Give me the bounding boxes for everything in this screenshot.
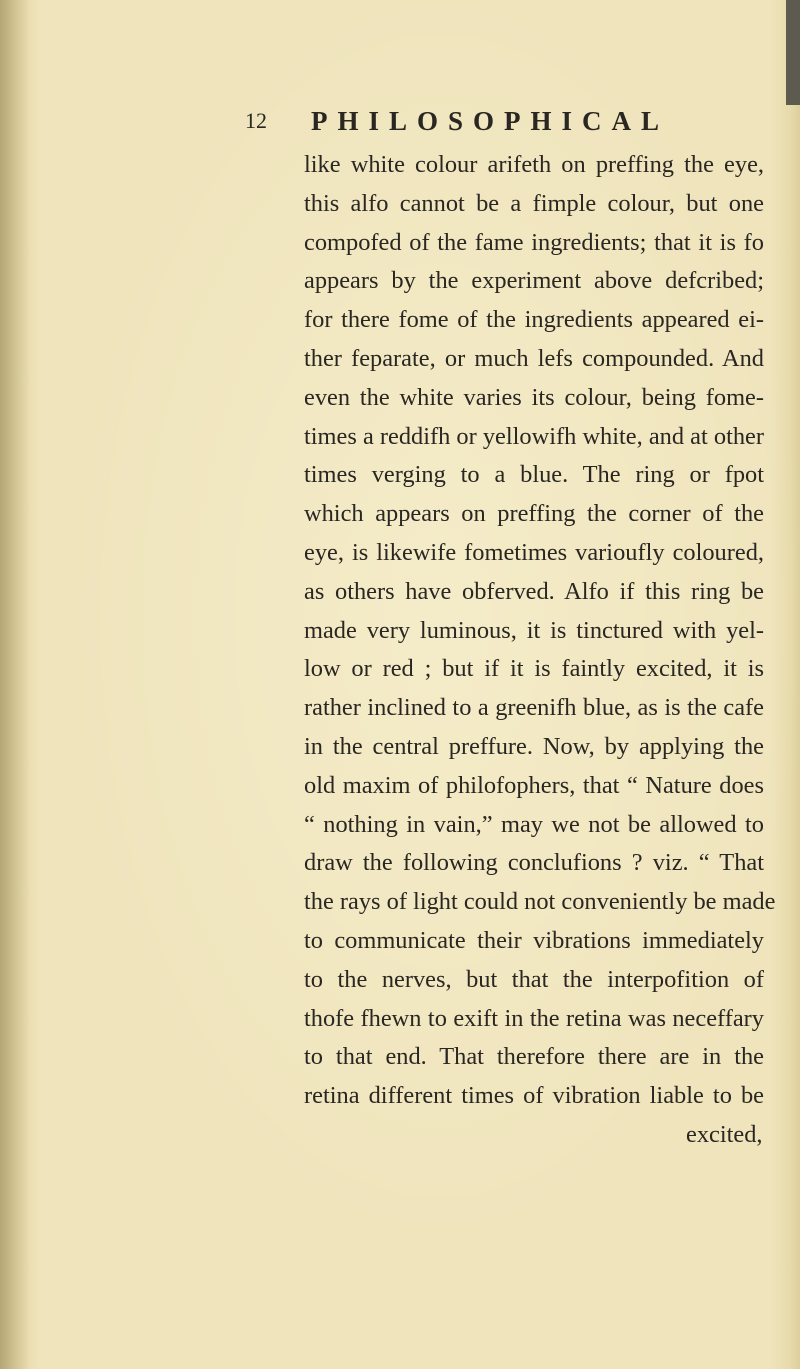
- text-line: made very luminous, it is tinctured with yel-: [304, 616, 764, 644]
- text-line: times a reddifh or yellowifh white, and at other: [304, 422, 764, 450]
- text-line: thofe fhewn to exift in the retina was neceffary: [304, 1004, 764, 1032]
- text-line: to the nerves, but that the interpofition of: [304, 965, 764, 993]
- running-head: PHILOSOPHICAL: [311, 106, 670, 136]
- text-line: even the white varies its colour, being fome-: [304, 383, 764, 411]
- text-line: rather inclined to a greenifh blue, as is the cafe: [304, 694, 764, 722]
- text-line: to that end. That therefore there are in the: [304, 1043, 764, 1071]
- text-line: in the central preffure. Now, by applying the: [304, 732, 764, 760]
- text-line: to communicate their vibrations immediately: [304, 926, 764, 954]
- text-line: low or red ; but if it is faintly excited, it is: [304, 655, 764, 683]
- text-line: old maxim of philofophers, that “ Nature does: [304, 771, 764, 799]
- text-line: appears by the experiment above defcribed;: [304, 267, 764, 295]
- text-line: as others have obferved. Alfo if this ring be: [304, 577, 764, 605]
- text-line: the rays of light could not conveniently be made: [304, 888, 776, 916]
- text-line: draw the following conclufions ? viz. “ That: [304, 849, 764, 877]
- page-header: [245, 108, 765, 142]
- catchword: excited,: [686, 1121, 763, 1148]
- page-edge-tab: [786, 0, 800, 105]
- text-line: like white colour arifeth on preffing the eye,: [304, 151, 764, 178]
- text-line: for there fome of the ingredients appeared ei-: [304, 306, 764, 334]
- text-line: “ nothing in vain,” may we not be allowed to: [304, 810, 764, 838]
- body-text: [304, 146, 776, 1116]
- text-line: compofed of the fame ingredients; that it is fo: [304, 228, 764, 256]
- text-line: this alfo cannot be a fimple colour, but one: [304, 189, 764, 217]
- text-line: times verging to a blue. The ring or fpot: [304, 461, 764, 489]
- text-line: ther feparate, or much lefs compounded. And: [304, 344, 764, 372]
- text-line: which appears on preffing the corner of the: [304, 500, 764, 528]
- text-line: eye, is likewife fometimes varioufly coloured,: [304, 538, 764, 566]
- text-line: retina different times of vibration liable to be: [304, 1082, 764, 1110]
- spine-shadow: [0, 0, 30, 1369]
- page-number: 12: [245, 108, 267, 133]
